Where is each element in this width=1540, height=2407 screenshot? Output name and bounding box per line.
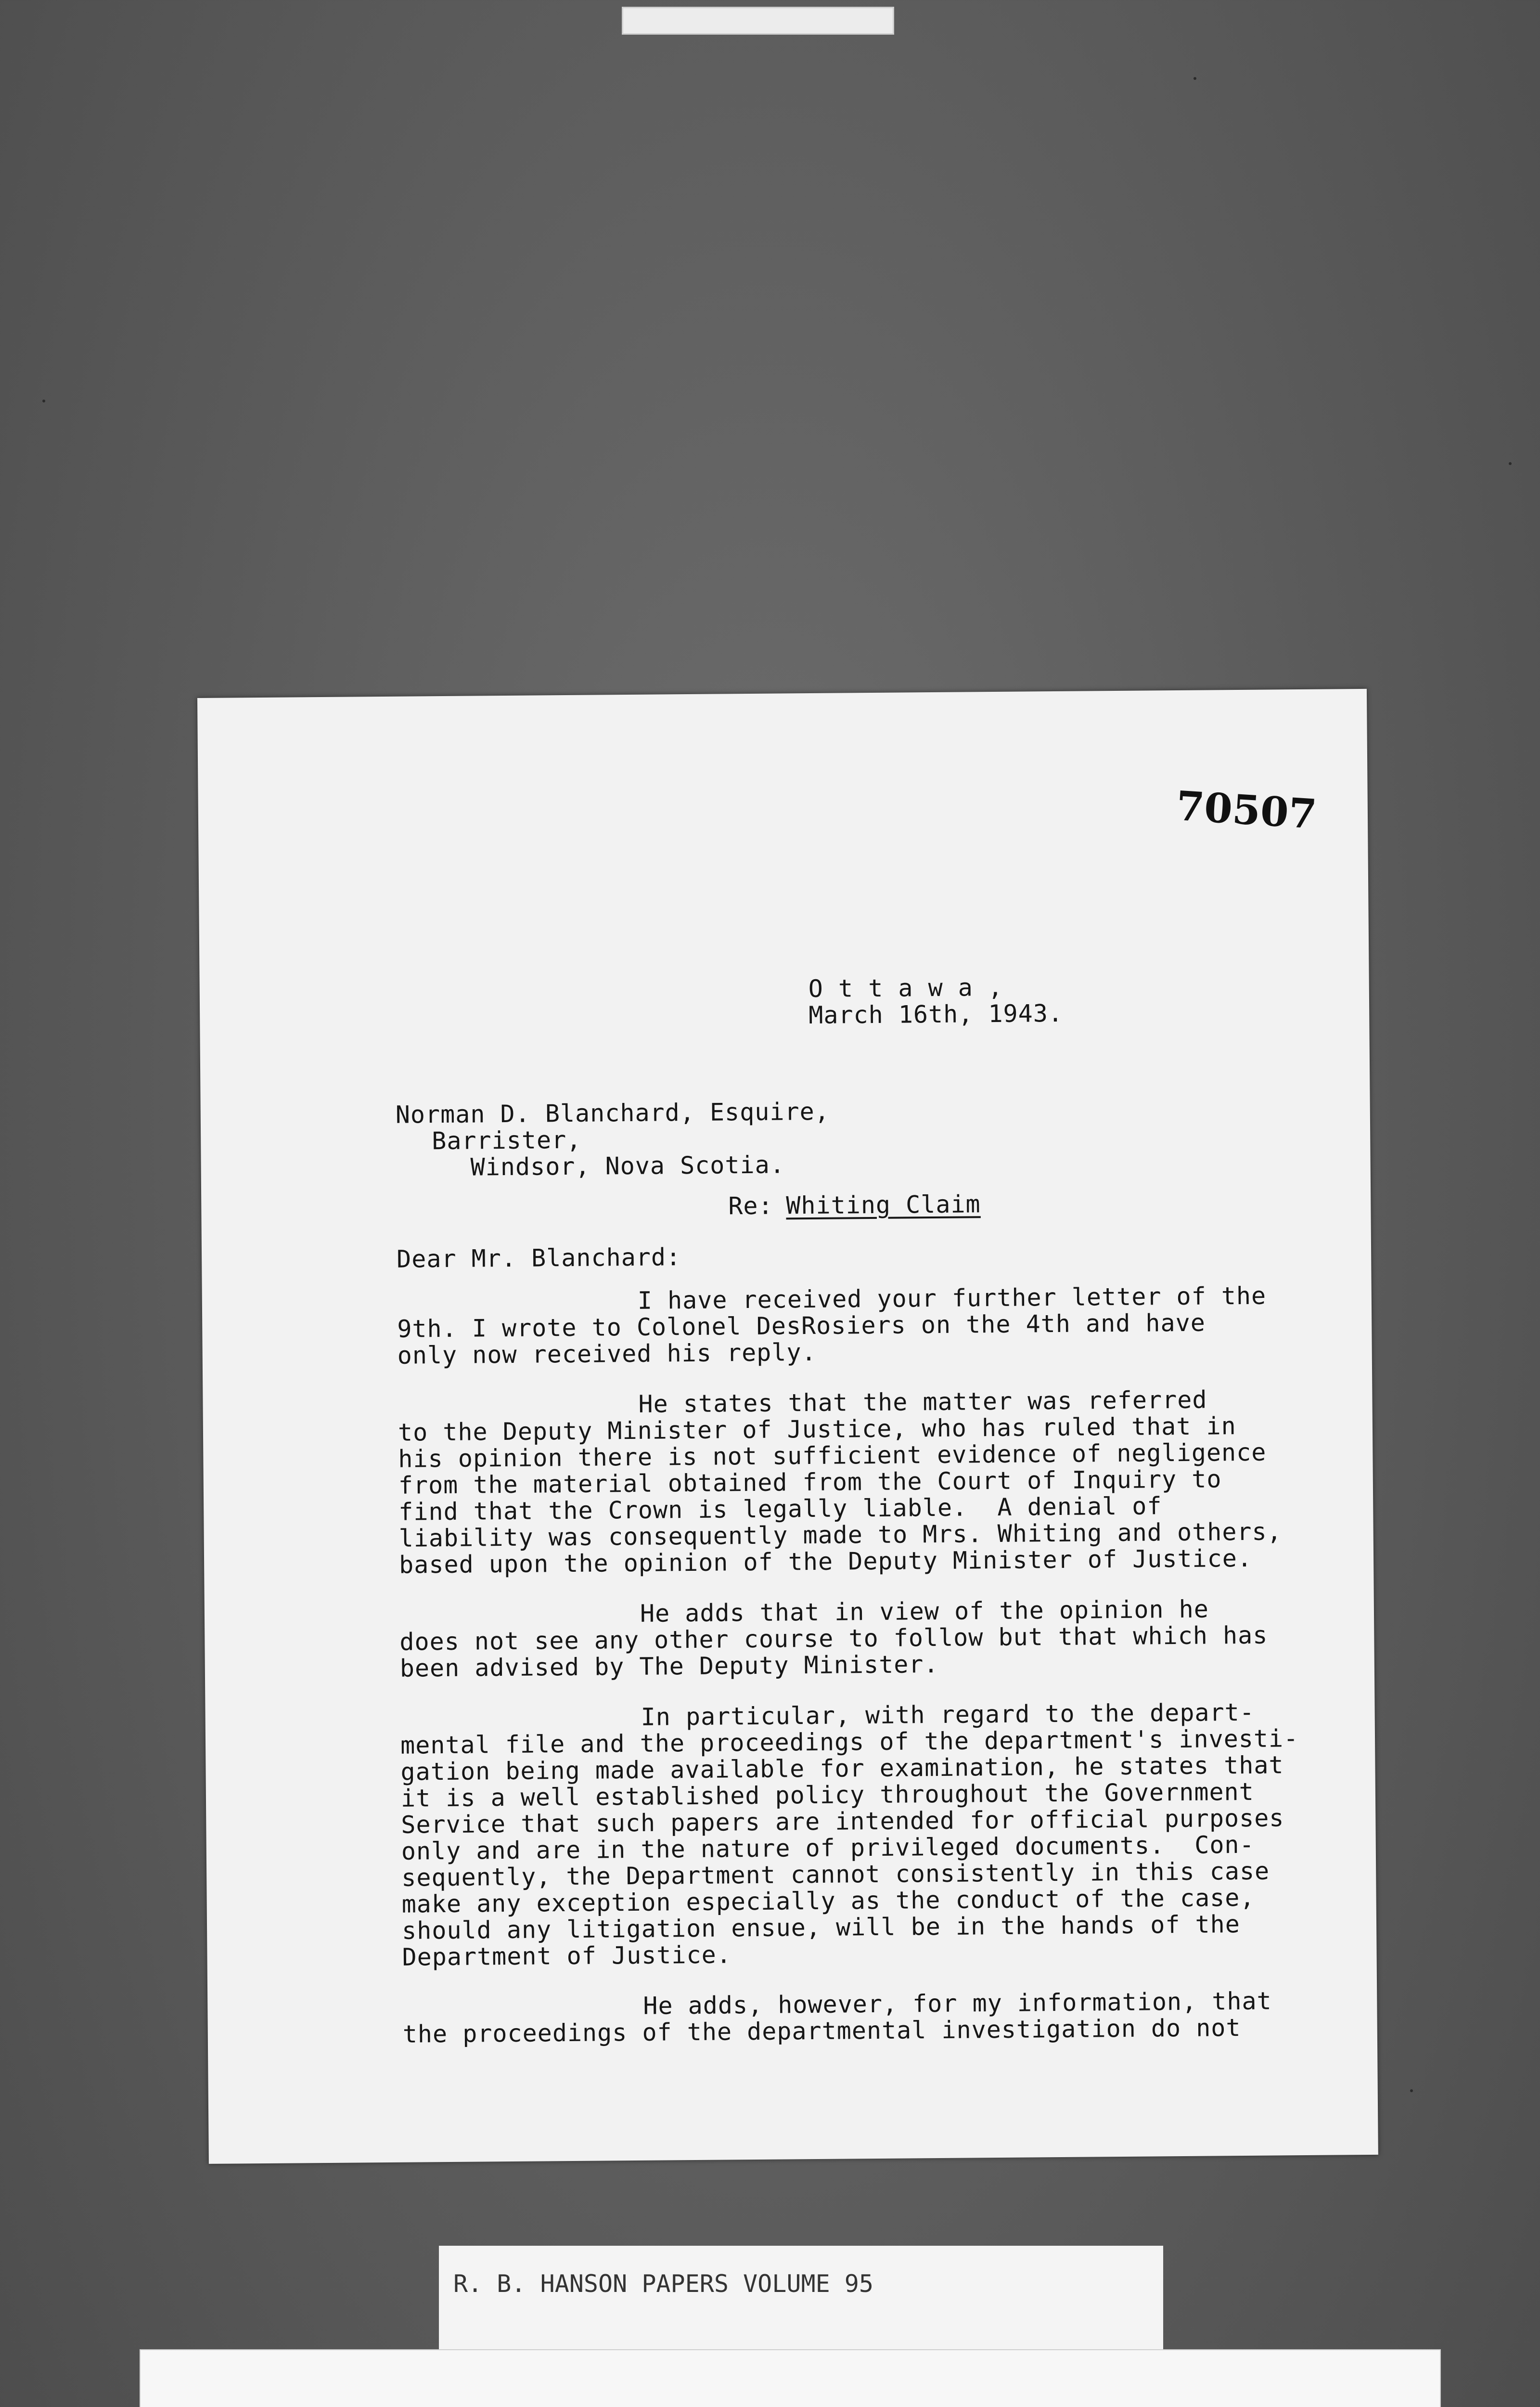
subject-label: Re: [728, 1191, 773, 1220]
body-line: the proceedings of the departmental investigation do not [402, 2014, 1241, 2048]
body-line: mental file and the proceedings of the department's investi- [400, 1724, 1299, 1760]
body-line: Department of Justice. [402, 1941, 732, 1971]
letter-page [197, 689, 1378, 2164]
body-line: from the material obtained from the Court of Inquiry to [398, 1465, 1222, 1500]
body-line: based upon the opinion of the Deputy Minister of Justice. [398, 1544, 1253, 1579]
top-tab [622, 7, 894, 35]
letter-city: O t t a w a , [808, 973, 1003, 1003]
body-line: should any litigation ensue, will be in the hands of the [401, 1910, 1241, 1945]
body-line: He adds, however, for my information, that [643, 1987, 1272, 2020]
film-speck [1194, 77, 1196, 80]
body-line: He states that the matter was referred [638, 1385, 1207, 1418]
recipient-address: Windsor, Nova Scotia. [470, 1151, 785, 1181]
subject-line: Whiting Claim [786, 1190, 981, 1220]
body-line: liability was consequently made to Mrs. Whiting and others, [398, 1517, 1282, 1553]
body-line: make any exception especially as the conduct of the case, [401, 1883, 1255, 1918]
body-line: He adds that in view of the opinion he [640, 1595, 1209, 1628]
volume-label-slip [439, 2246, 1163, 2352]
body-line: In particular, with regard to the depart- [641, 1698, 1255, 1731]
body-line: only now received his reply. [397, 1338, 817, 1370]
body-line: it is a well established policy throughout the Government [400, 1777, 1254, 1812]
body-line: find that the Crown is legally liable. A denial of [398, 1492, 1162, 1526]
body-line: only and are in the nature of privileged documents. Con- [401, 1830, 1255, 1865]
body-line: sequently, the Department cannot consistently in this case [401, 1857, 1270, 1892]
body-line: I have received your further letter of the [637, 1281, 1267, 1315]
film-speck [1509, 462, 1512, 465]
body-line: 9th. I wrote to Colonel DesRosiers on the 4th and have [397, 1308, 1206, 1343]
salutation: Dear Mr. Blanchard: [396, 1243, 681, 1273]
film-speck [1410, 2089, 1413, 2092]
film-speck [42, 400, 45, 402]
body-line: to the Deputy Minister of Justice, who has ruled that in [398, 1412, 1236, 1447]
file-number-stamp: 70507 [1175, 781, 1318, 838]
body-line: been advised by The Deputy Minister. [399, 1650, 939, 1682]
body-line: his opinion there is not sufficient evidence of negligence [398, 1438, 1267, 1473]
body-line: gation being made available for examination, he states that [400, 1751, 1284, 1786]
volume-label: R. B. HANSON PAPERS VOLUME 95 [453, 2270, 873, 2298]
recipient-name: Norman D. Blanchard, Esquire, [395, 1097, 830, 1129]
body-line: Service that such papers are intended for official purposes [401, 1804, 1284, 1839]
body-line: does not see any other course to follow but that which has [399, 1621, 1268, 1656]
recipient-title: Barrister, [432, 1126, 582, 1155]
archive-card [140, 2349, 1441, 2407]
letter-date: March 16th, 1943. [808, 999, 1064, 1030]
